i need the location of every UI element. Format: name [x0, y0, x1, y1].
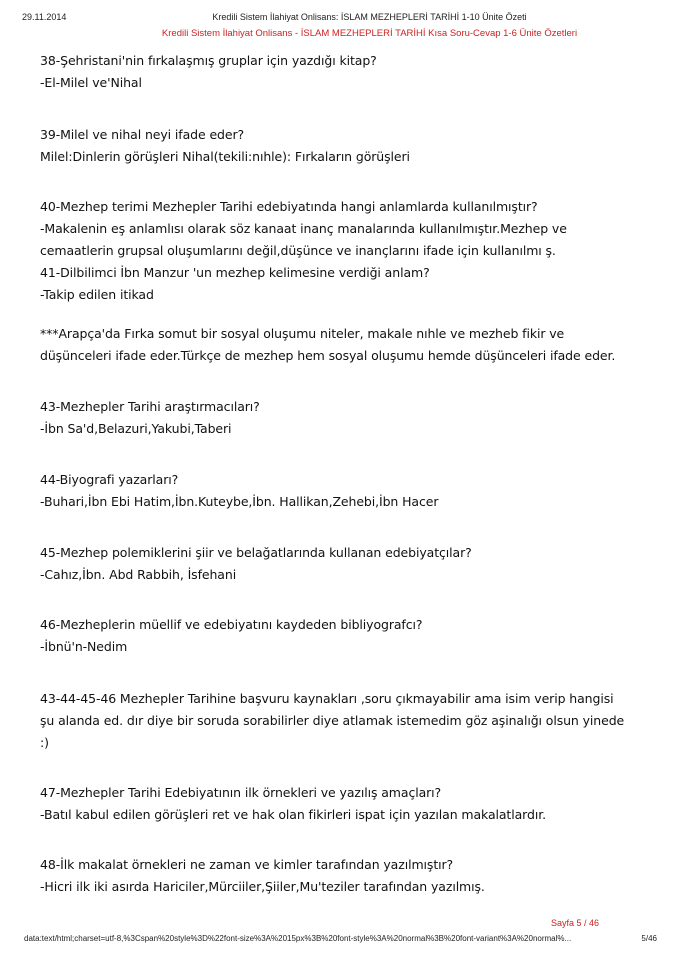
qa-block: [40, 854, 485, 898]
text-line: ***Arapça'da Fırka somut bir sosyal oluşumu niteler, makale nıhle ve mezheb fikir ve: [40, 326, 565, 341]
text-line: düşünceleri ifade eder.Türkçe de mezhep hem sosyal oluşumu hemde düşünceleri ifade eder.: [40, 348, 616, 363]
text-line: 39-Milel ve nihal neyi ifade eder?: [40, 127, 245, 142]
text-line: cemaatlerin grupsal oluşumlarını değil,düşünce ve inançlarını ifade için kullanılmı ş.: [40, 243, 556, 258]
text-line: 41-Dilbilimci İbn Manzur 'un mezhep kelimesine verdiği anlam?: [40, 265, 430, 280]
text-line: şu alanda ed. dır diye bir soruda sorabilirler diye atlamak istemedim göz aşinalığı olsun yinede: [40, 713, 625, 728]
page-subtitle: Kredili Sistem İlahiyat Onlisans - İSLAM MEZHEPLERİ TARİHİ Kısa Soru-Cevap 1-6 Ünite Özetleri: [161, 28, 578, 39]
qa-block: [40, 614, 422, 658]
page-title: Kredili Sistem İlahiyat Onlisans: İSLAM MEZHEPLERİ TARİHİ 1-10 Ünite Özeti: [212, 12, 527, 22]
qa-block: [40, 542, 472, 586]
qa-block: [40, 124, 410, 168]
text-line: -Batıl kabul edilen görüşleri ret ve hak olan fikirleri ispat için yazılan makalatlardır.: [40, 807, 546, 822]
text-line: 48-İlk makalat örnekleri ne zaman ve kimler tarafından yazılmıştır?: [40, 857, 454, 872]
text-line: 45-Mezhep polemiklerini şiir ve belağatlarında kullanan edebiyatçılar?: [40, 545, 472, 560]
text-line: -Cahız,İbn. Abd Rabbih, İsfehani: [40, 567, 237, 582]
print-date: 29.11.2014: [22, 12, 67, 22]
text-line: 46-Mezheplerin müellif ve edebiyatını kaydeden bibliyografcı?: [40, 617, 423, 632]
note-block: [40, 688, 624, 754]
qa-block: [40, 50, 377, 94]
qa-block: [40, 469, 438, 513]
qa-block: [40, 196, 567, 306]
page-number: 5/46: [641, 934, 657, 943]
page-indicator: Sayfa 5 / 46: [550, 918, 599, 928]
note-block: [40, 323, 615, 367]
text-line: :): [40, 735, 49, 750]
text-line: 38-Şehristani'nin fırkalaşmış gruplar için yazdığı kitap?: [40, 53, 377, 68]
text-line: -İbn Sa'd,Belazuri,Yakubi,Taberi: [40, 421, 232, 436]
text-line: -El-Milel ve'Nihal: [40, 75, 142, 90]
text-line: 43-44-45-46 Mezhepler Tarihine başvuru kaynakları ,soru çıkmayabilir ama isim verip hangisi: [40, 691, 614, 706]
text-line: 44-Biyografi yazarları?: [40, 472, 179, 487]
text-line: -Makalenin eş anlamlısı olarak söz kanaat inanç manalarında kullanılmıştır.Mezhep ve: [40, 221, 567, 236]
text-line: 47-Mezhepler Tarihi Edebiyatının ilk örnekleri ve yazılış amaçları?: [40, 785, 442, 800]
text-line: -Takip edilen itikad: [40, 287, 154, 302]
source-url: data:text/html;charset=utf-8,%3Cspan%20style%3D%22font-size%3A%2015px%3B%20font-style%3A%20normal%3B%20font-variant%3A%20normal%...: [24, 934, 572, 943]
text-line: 40-Mezhep terimi Mezhepler Tarihi edebiyatında hangi anlamlarda kullanılmıştır?: [40, 199, 538, 214]
text-line: Milel:Dinlerin görüşleri Nihal(tekili:nıhle): Fırkaların görüşleri: [40, 149, 410, 164]
text-line: -İbnü'n-Nedim: [40, 639, 128, 654]
text-line: 43-Mezhepler Tarihi araştırmacıları?: [40, 399, 260, 414]
qa-block: [40, 396, 260, 440]
text-line: -Buhari,İbn Ebi Hatim,İbn.Kuteybe,İbn. Hallikan,Zehebi,İbn Hacer: [40, 494, 439, 509]
qa-block: [40, 782, 546, 826]
text-line: -Hicri ilk iki asırda Hariciler,Mürciiler,Şiiler,Mu'teziler tarafından yazılmış.: [40, 879, 485, 894]
